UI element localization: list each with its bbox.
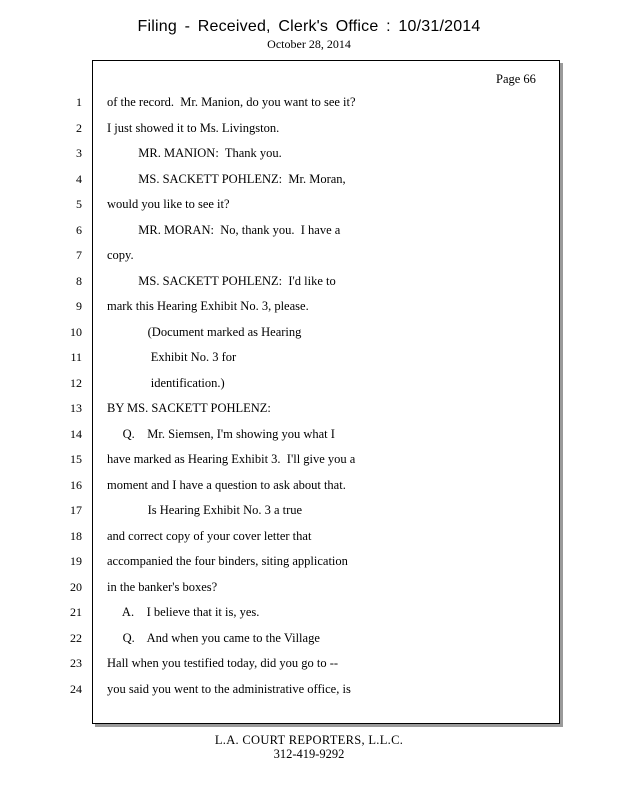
line-number: 1 bbox=[76, 95, 82, 109]
transcript-line: I just showed it to Ms. Livingston. bbox=[107, 120, 280, 135]
transcript-line: Hall when you testified today, did you go to -- bbox=[107, 656, 339, 670]
transcript-line: Is Hearing Exhibit No. 3 a true bbox=[107, 503, 303, 517]
transcript-line: MS. SACKETT POHLENZ: Mr. Moran, bbox=[107, 171, 346, 186]
line-number: 3 bbox=[76, 146, 82, 160]
footer bbox=[0, 733, 618, 761]
line-number: 4 bbox=[76, 171, 82, 186]
transcript-line: Q. And when you came to the Village bbox=[107, 630, 320, 645]
transcript-line: in the banker's boxes? bbox=[107, 579, 218, 594]
transcript-line: have marked as Hearing Exhibit 3. I'll give you a bbox=[107, 452, 356, 466]
line-number: 16 bbox=[70, 477, 82, 492]
transcript-body bbox=[107, 94, 547, 706]
transcript-line: moment and I have a question to ask about that. bbox=[107, 477, 346, 492]
transcript-line: MR. MORAN: No, thank you. I have a bbox=[107, 222, 341, 237]
transcript-line: you said you went to the administrative office, is bbox=[107, 681, 351, 696]
line-number: 2 bbox=[76, 120, 82, 135]
transcript-line: MS. SACKETT POHLENZ: I'd like to bbox=[107, 273, 336, 288]
transcript-line: (Document marked as Hearing bbox=[107, 324, 302, 339]
reporter-phone: 312-419-9292 bbox=[273, 747, 345, 761]
line-number: 8 bbox=[76, 273, 82, 288]
reporter-company: L.A. COURT REPORTERS, L.L.C. bbox=[214, 733, 404, 747]
line-number: 13 bbox=[70, 401, 82, 415]
line-number: 23 bbox=[70, 656, 82, 670]
transcript-date: October 28, 2014 bbox=[267, 37, 351, 51]
transcript-line: copy. bbox=[107, 248, 134, 262]
transcript-line: Q. Mr. Siemsen, I'm showing you what I bbox=[107, 426, 335, 441]
line-number: 22 bbox=[70, 630, 82, 645]
line-number: 11 bbox=[70, 350, 82, 364]
transcript-line: identification.) bbox=[107, 375, 225, 390]
line-number: 19 bbox=[70, 554, 82, 568]
line-number: 12 bbox=[70, 375, 82, 390]
line-number: 10 bbox=[70, 324, 82, 339]
transcript-line: accompanied the four binders, siting application bbox=[107, 554, 348, 568]
line-number: 24 bbox=[70, 681, 82, 696]
transcript-line: and correct copy of your cover letter that bbox=[107, 528, 312, 543]
filing-stamp: Filing - Received, Clerk's Office : 10/31/2014 bbox=[137, 18, 481, 35]
line-number: 15 bbox=[70, 452, 82, 466]
transcript-line: would you like to see it? bbox=[107, 197, 230, 211]
line-number: 14 bbox=[70, 426, 82, 441]
line-number: 18 bbox=[70, 528, 82, 543]
line-number: 5 bbox=[76, 197, 82, 211]
line-number: 17 bbox=[70, 503, 82, 517]
line-number: 9 bbox=[76, 299, 82, 313]
transcript-line: BY MS. SACKETT POHLENZ: bbox=[107, 401, 271, 415]
line-number: 20 bbox=[70, 579, 82, 594]
line-number: 6 bbox=[76, 222, 82, 237]
line-number: 7 bbox=[76, 248, 82, 262]
line-numbers bbox=[60, 94, 82, 706]
page-number: Page 66 bbox=[496, 72, 536, 86]
transcript-line: A. I believe that it is, yes. bbox=[107, 605, 260, 619]
transcript-line: Exhibit No. 3 for bbox=[107, 350, 237, 364]
transcript-line: MR. MANION: Thank you. bbox=[107, 146, 282, 160]
line-number: 21 bbox=[70, 605, 82, 619]
transcript-line: of the record. Mr. Manion, do you want to see it? bbox=[107, 95, 356, 109]
transcript-line: mark this Hearing Exhibit No. 3, please. bbox=[107, 299, 309, 313]
